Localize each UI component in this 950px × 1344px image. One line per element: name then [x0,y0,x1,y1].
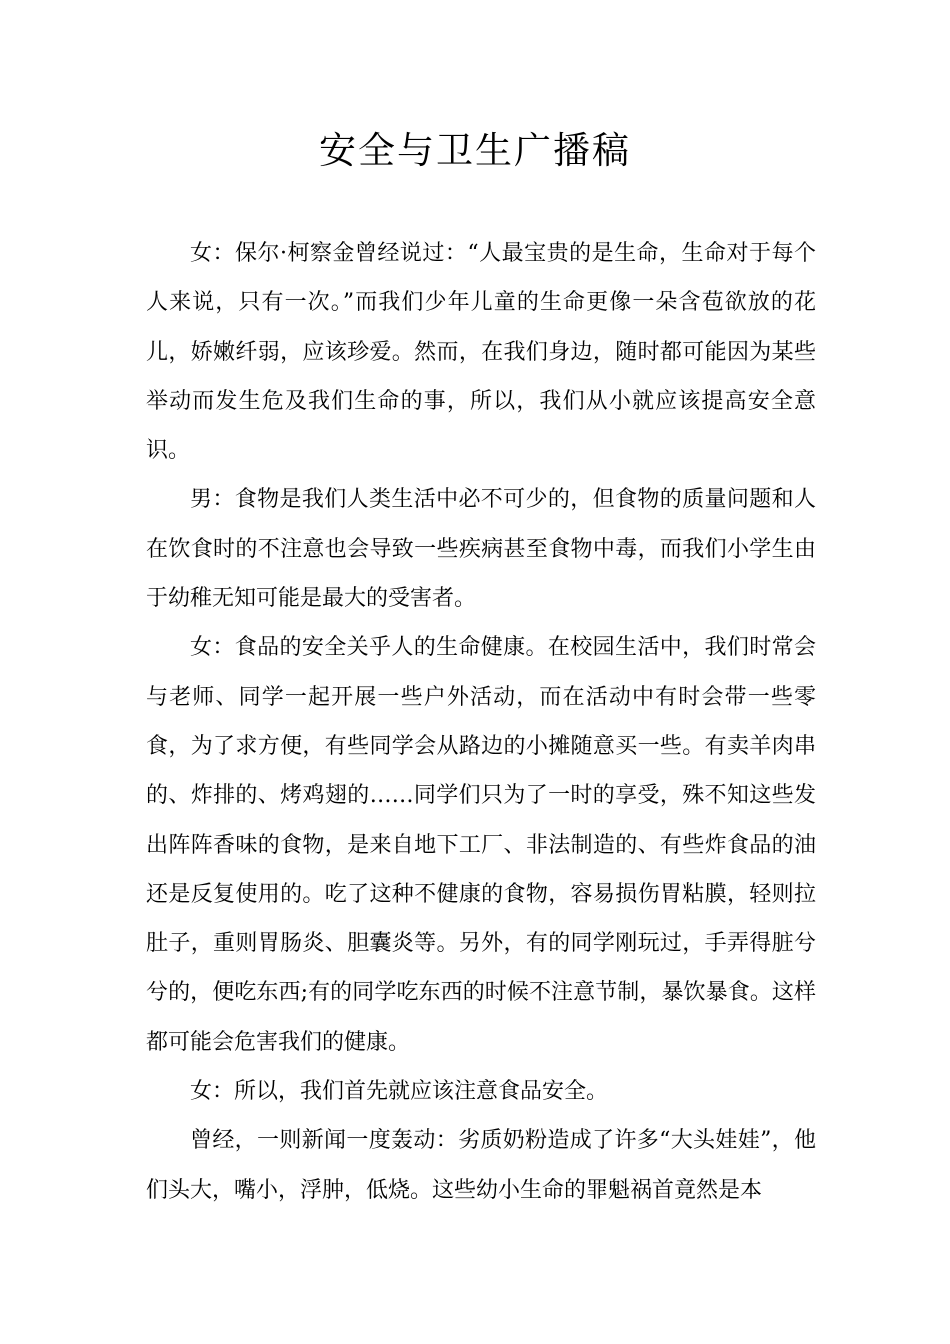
paragraph-5: 曾经，一则新闻一度轰动：劣质奶粉造成了许多“大头娃娃”，他们头大，嘴小，浮肿，低烧。这些幼小生命的罪魁祸首竟然是本 [146,1128,816,1203]
paragraph-3: 女：食品的安全关乎人的生命健康。在校园生活中，我们时常会与老师、同学一起开展一些户外活动，而在活动中有时会带一些零食，为了求方便，有些同学会从路边的小摊随意买一些。有卖羊肉串的、炸排的、烤鸡翅的……同学们只为了一时的享受，殊不知这些发出阵阵香味的食物，是来自地下工厂、非法制造的、有些炸食品的油还是反复使用的。吃了这种不健康的食物，容易损伤胃粘膜，轻则拉肚子，重则胃肠炎、胆囊炎等。另外，有的同学刚玩过，手弄得脏兮兮的，便吃东西;有的同学吃东西的时候不注意节制，暴饮暴食。这样都可能会危害我们的健康。 [146,635,816,1055]
paragraph-4: 女：所以，我们首先就应该注意食品安全。 [190,1079,609,1105]
document-title: 安全与卫生广播稿 [319,129,631,172]
paragraph-2: 男：食物是我们人类生活中必不可少的，但食物的质量问题和人在饮食时的不注意也会导致一些疾病甚至食物中毒，而我们小学生由于幼稚无知可能是最大的受害者。 [146,487,816,612]
paragraph-1: 女：保尔·柯察金曾经说过：“人最宝贵的是生命，生命对于每个人来说，只有一次。”而我们少年儿童的生命更像一朵含苞欲放的花儿，娇嫩纤弱，应该珍爱。然而，在我们身边，随时都可能因为某些举动而发生危及我们生命的事，所以，我们从小就应该提高安全意识。 [146,241,816,464]
document-body [146,229,816,1215]
